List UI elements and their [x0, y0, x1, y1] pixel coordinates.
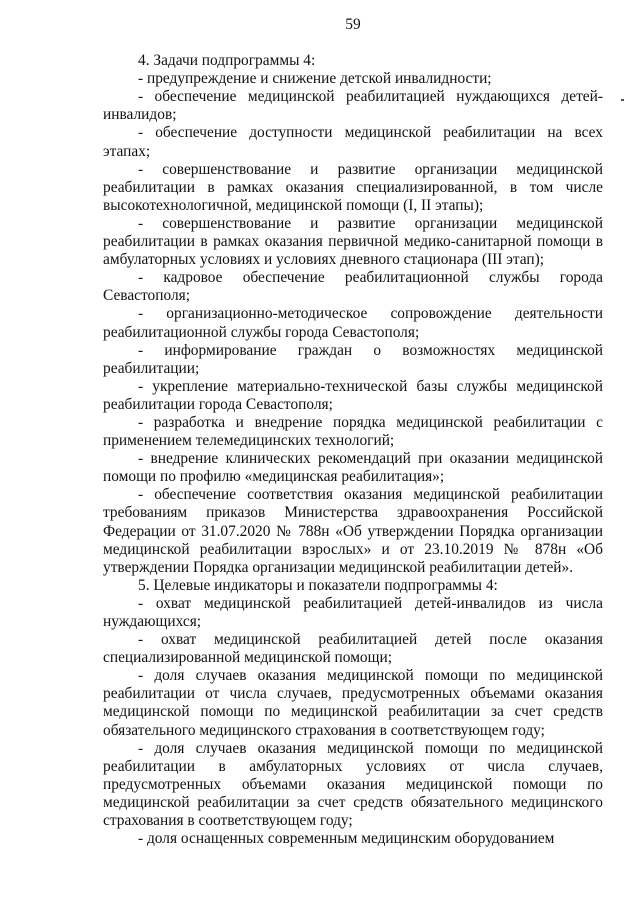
task-item: - укрепление материально-технической базы службы медицинской реабилитации города Севастополя; [103, 377, 603, 413]
section-5 [103, 577, 603, 848]
section-4 [103, 52, 603, 577]
document-page [103, 16, 603, 848]
task-item: - совершенствование и развитие организации медицинской реабилитации в рамках оказания специализированной, в том числе высокотехнологичной, медицинской помощи (I, II этапы); [103, 160, 603, 214]
indicator-item: - доля случаев оказания медицинской помощи по медицинской реабилитации от числа случаев, предусмотренных объемами оказания медицинской помощи по медицинской реабилитации за счет средств обязательного медицинского страхования в соответствующем году; [103, 667, 603, 739]
task-item: - обеспечение соответствия оказания медицинской реабилитации требованиям приказов Министерства здравоохранения Российской Федерации от 31.07.2020 № 788н «Об утверждении Порядка организации медицинской реабилитации взрослых» и от 23.10.2019 № 878н «Об утверждении Порядка организации медицинской реабилитации детей». [103, 486, 603, 576]
section-5-heading: 5. Целевые индикаторы и показатели подпрограммы 4: [138, 576, 498, 594]
indicator-item: - охват медицинской реабилитацией детей после оказания специализированной медицинской помощи; [103, 631, 603, 667]
task-item: - обеспечение медицинской реабилитацией нуждающихся детей-инвалидов; [103, 88, 603, 124]
indicator-item: - доля случаев оказания медицинской помощи по медицинской реабилитации в амбулаторных условиях от числа случаев, предусмотренных объемами оказания медицинской помощи по медицинской реабилитации за счет средств обязательного медицинского страхования в соответствующем году; [103, 739, 603, 830]
task-item: - обеспечение доступности медицинской реабилитации на всех этапах; [103, 124, 603, 160]
task-item: - внедрение клинических рекомендаций при оказании медицинской помощи по профилю «медицинская реабилитация»; [103, 450, 603, 486]
task-item: - организационно-методическое сопровождение деятельности реабилитационной службы города Севастополя; [103, 305, 603, 341]
page-number: 59 [345, 16, 361, 33]
indicator-item: - доля оснащенных современным медицинским оборудованием [138, 830, 555, 848]
task-item: - совершенствование и развитие организации медицинской реабилитации в рамках оказания первичной медико-санитарной помощи в амбулаторных условиях и условиях дневного стационара (III этап); [103, 214, 603, 269]
scan-mark [621, 99, 624, 101]
task-item: - информирование граждан о возможностях медицинской реабилитации; [103, 341, 603, 377]
indicator-item: - охват медицинской реабилитацией детей-инвалидов из числа нуждающихся; [103, 594, 603, 630]
task-item: - разработка и внедрение порядка медицинской реабилитации с применением телемедицинских технологий; [103, 413, 603, 450]
task-item: - предупреждение и снижение детской инвалидности; [138, 70, 492, 88]
section-4-heading: 4. Задачи подпрограммы 4: [138, 52, 316, 70]
task-item: - кадровое обеспечение реабилитационной службы города Севастополя; [103, 269, 603, 305]
